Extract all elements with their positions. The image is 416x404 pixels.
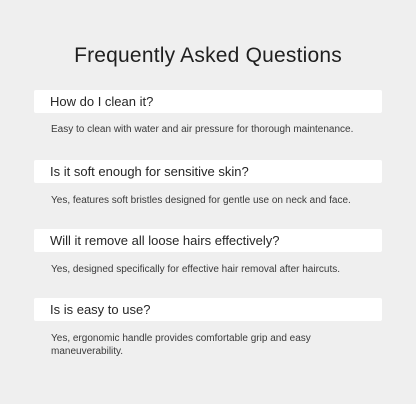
faq-answer-clean: Easy to clean with water and air pressure for thorough maintenance. (51, 124, 354, 135)
faq-answer-loose-hairs: Yes, designed specifically for effective hair removal after haircuts. (51, 264, 341, 275)
faq-question-sensitive-skin[interactable] (34, 160, 382, 183)
faq-item-loose-hairs (34, 229, 382, 276)
page-title: Frequently Asked Questions (74, 44, 342, 67)
faq-question-label: How do I clean it? (50, 94, 154, 109)
faq-question-label: Is is easy to use? (50, 302, 151, 317)
faq-question-easy-to-use[interactable] (34, 298, 382, 321)
faq-item-sensitive-skin (34, 160, 382, 207)
faq-question-label: Is it soft enough for sensitive skin? (50, 164, 249, 179)
faq-item-clean (34, 90, 382, 136)
faq-answer-sensitive-skin: Yes, features soft bristles designed for gentle use on neck and face. (51, 195, 351, 206)
faq-question-label: Will it remove all loose hairs effectively? (50, 233, 280, 248)
faq-question-clean[interactable] (34, 90, 382, 113)
faq-question-loose-hairs[interactable] (34, 229, 382, 252)
faq-answer-easy-to-use: Yes, ergonomic handle provides comfortable grip and easy maneuverability. (51, 333, 311, 357)
faq-item-easy-to-use (34, 298, 382, 358)
